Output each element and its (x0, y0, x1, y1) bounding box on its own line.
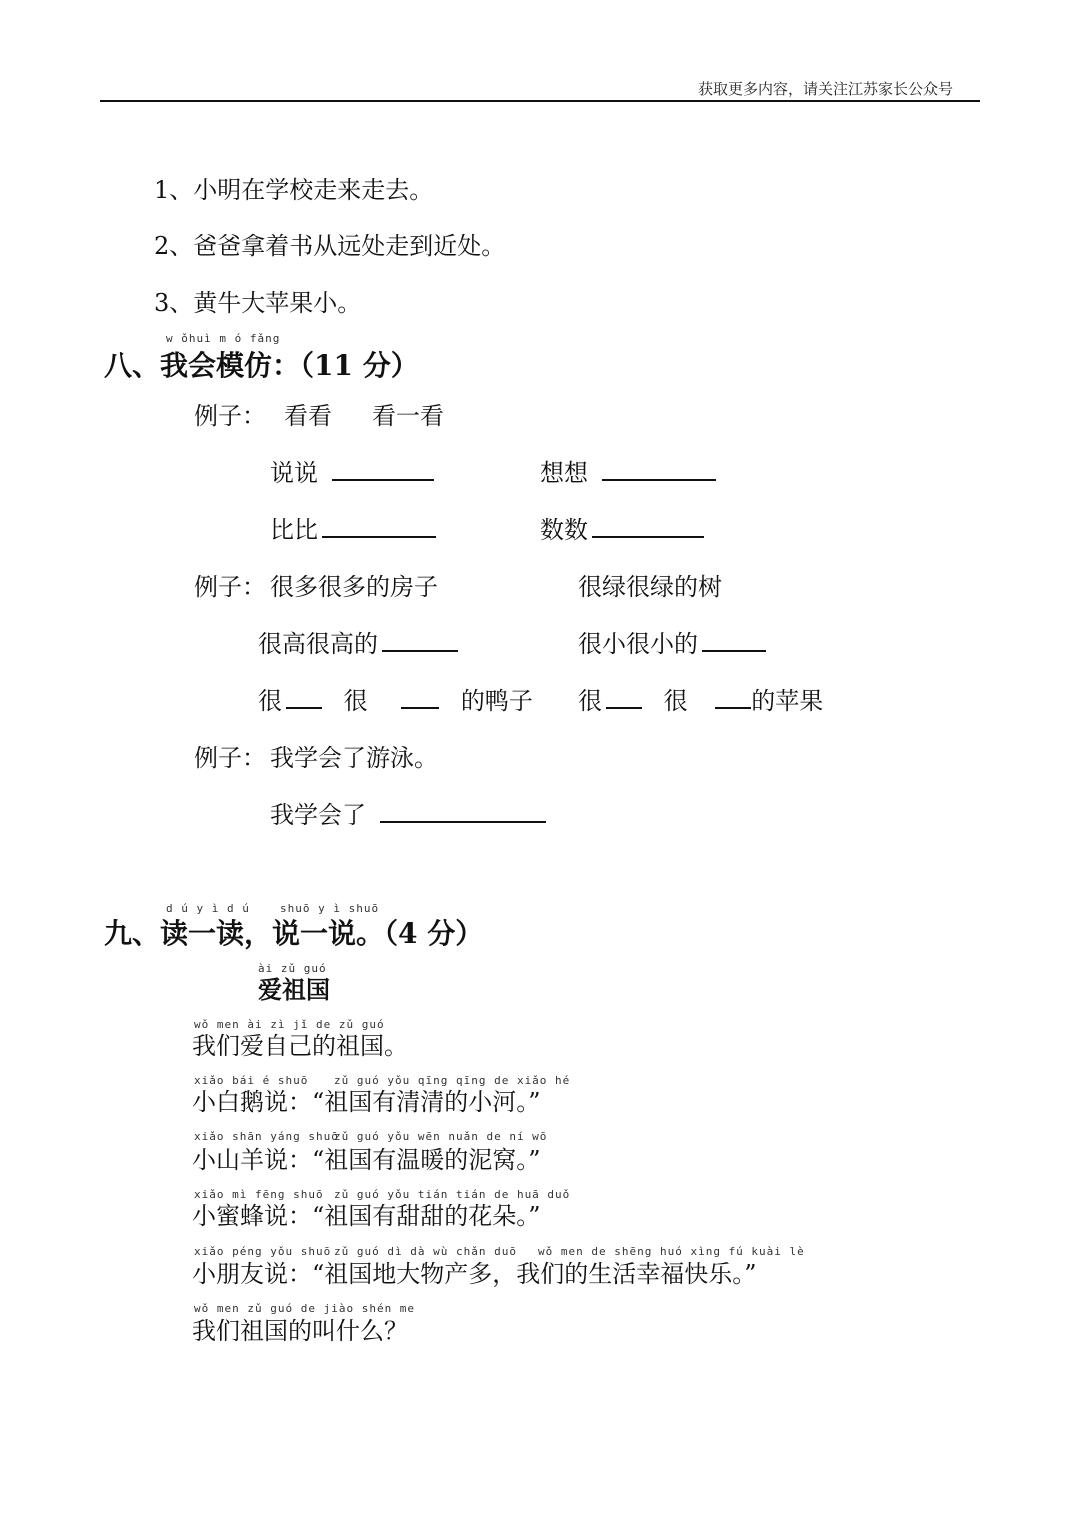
example-2-a: 很多很多的房子 (270, 573, 438, 601)
section9-pinyin-a: d ú y ì d ú (166, 902, 250, 915)
blank-row3-b[interactable] (702, 628, 766, 652)
blank-row4-a-2[interactable] (401, 685, 439, 709)
poem-line-5-pinyin-2: zǔ guó dì dà wù chǎn duō (334, 1245, 517, 1258)
poem-line-3-pinyin-1: xiǎo shān yáng shuō (194, 1130, 339, 1143)
row4-a-3: 的鸭子 (460, 687, 533, 715)
header-rule (100, 100, 980, 102)
poem-title: 爱祖国 (258, 975, 330, 1004)
blank-row5[interactable] (380, 799, 546, 823)
blank-row2-b[interactable] (592, 514, 704, 538)
row4-b-3: 的苹果 (751, 687, 824, 715)
example-1-b: 看一看 (372, 402, 444, 430)
poem-line-5-pinyin-3: wǒ men de shēng huó xìng fú kuài lè (538, 1245, 805, 1258)
poem-line-3-pinyin-2: zǔ guó yǒu wēn nuǎn de ní wō (334, 1130, 548, 1143)
prev-item-1: 1、小明在学校走来走去。 (154, 176, 434, 204)
poem-line-5: 小朋友说：“祖国地大物产多，我们的生活幸福快乐。” (192, 1260, 757, 1288)
blank-row4-b-1[interactable] (606, 685, 642, 709)
example-2-b: 很绿很绿的树 (578, 573, 722, 601)
poem-line-1: 我们爱自己的祖国。 (192, 1032, 408, 1060)
blank-row2-a[interactable] (322, 514, 436, 538)
poem-line-6: 我们祖国的叫什么？ (192, 1317, 408, 1345)
poem-line-2: 小白鹅说：“祖国有清清的小河。” (192, 1088, 541, 1116)
poem-line-4-pinyin-1: xiǎo mì fēng shuō (194, 1188, 324, 1201)
prev-item-3: 3、黄牛大苹果小。 (154, 289, 362, 317)
row2-a-label: 比比 (270, 516, 318, 544)
blank-row4-a-1[interactable] (286, 685, 322, 709)
row1-a (270, 453, 434, 488)
example-3-label: 例子： (194, 744, 266, 772)
row1-a-label: 说说 (270, 459, 318, 487)
header-note: 获取更多内容，请关注江苏家长公众号 (698, 80, 954, 98)
row3-b (578, 624, 766, 659)
section9-heading: 九、读一读，说一说。（4 分） (104, 917, 484, 950)
section8-pinyin: w ǒhuì m ó fǎng (166, 332, 281, 345)
poem-title-pinyin: ài zǔ guó (258, 962, 327, 975)
row1-b-label: 想想 (540, 459, 588, 487)
poem-line-3: 小山羊说：“祖国有温暖的泥窝。” (192, 1146, 541, 1174)
poem-line-4: 小蜜蜂说：“祖国有甜甜的花朵。” (192, 1202, 541, 1230)
row1-b (540, 453, 716, 488)
row4-a-2: 很 (343, 687, 368, 715)
row5 (270, 795, 546, 830)
row4-a-1: 很 (258, 687, 282, 715)
row4-b-1: 很 (578, 687, 602, 715)
prev-item-2: 2、爸爸拿着书从远处走到近处。 (154, 232, 506, 260)
poem-line-5-pinyin-1: xiǎo péng yǒu shuō (194, 1245, 332, 1258)
example-1-label: 例子： (194, 402, 266, 430)
example-1-a: 看看 (284, 402, 332, 430)
blank-row3-a[interactable] (382, 628, 458, 652)
example-3-text: 我学会了游泳。 (270, 744, 438, 772)
row4-a (258, 681, 533, 716)
poem-line-2-pinyin-1: xiǎo bái é shuō (194, 1074, 309, 1087)
row3-a-label: 很高很高的 (258, 630, 378, 658)
row4-b (578, 681, 823, 716)
poem-line-1-pinyin: wǒ men ài zì jǐ de zǔ guó (194, 1018, 385, 1031)
poem-line-2-pinyin-2: zǔ guó yǒu qīng qīng de xiǎo hé (334, 1074, 571, 1087)
row3-a (258, 624, 458, 659)
blank-row4-b-2[interactable] (715, 685, 751, 709)
section8-heading: 八、我会模仿：（11 分） (104, 349, 419, 382)
example-2-label: 例子： (194, 573, 266, 601)
section9-pinyin-b: shuō y ì shuō (280, 902, 380, 915)
poem-line-4-pinyin-2: zǔ guó yǒu tián tián de huā duǒ (334, 1188, 571, 1201)
row3-b-label: 很小很小的 (578, 630, 698, 658)
row4-b-2: 很 (663, 687, 688, 715)
poem-line-6-pinyin: wǒ men zǔ guó de jiào shén me (194, 1302, 416, 1315)
blank-row1-a[interactable] (332, 457, 434, 481)
row5-label: 我学会了 (270, 801, 366, 829)
row2-b (540, 510, 704, 545)
row2-a (270, 510, 436, 545)
blank-row1-b[interactable] (602, 457, 716, 481)
row2-b-label: 数数 (540, 516, 588, 544)
